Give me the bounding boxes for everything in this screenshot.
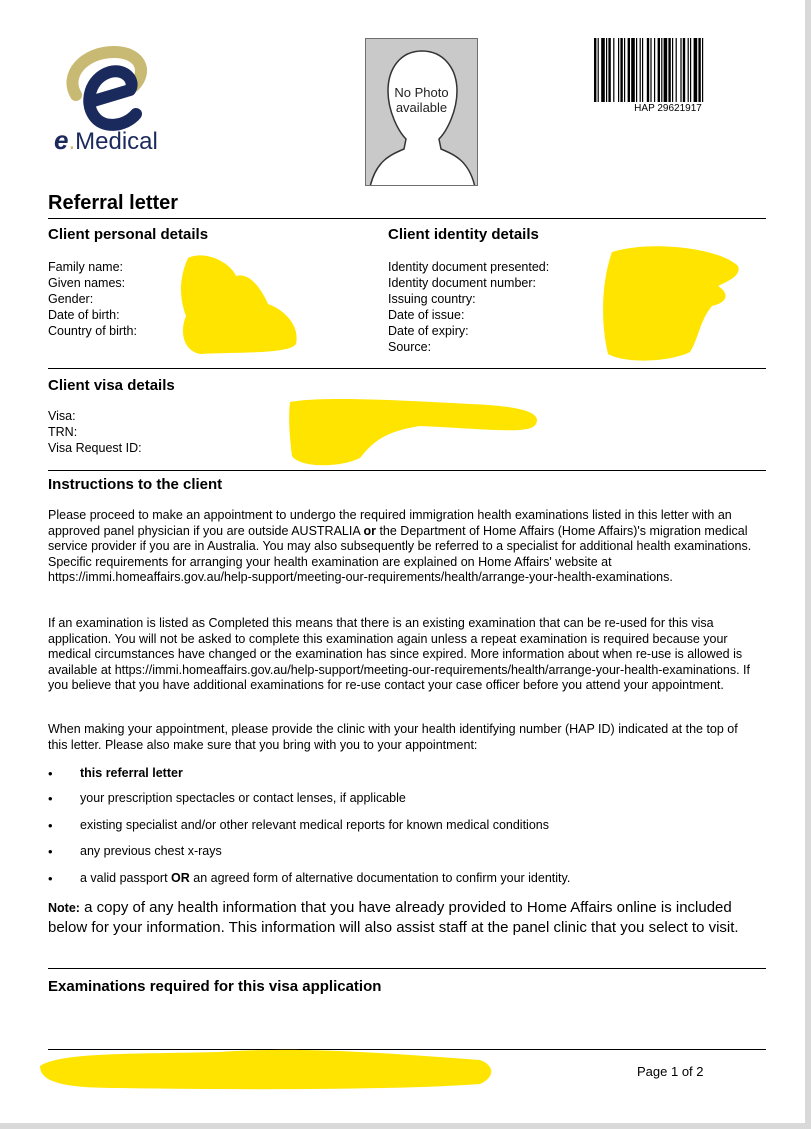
field-label: Date of issue: [388,308,465,322]
note-paragraph: Note: a copy of any health information that you have already provided to Home Affairs online is included below for your information. This information will also assist staff at the panel clinic that you select to visit. [48,899,739,936]
field-label: Date of expiry: [388,324,469,338]
exams-heading: Examinations required for this visa application [48,978,382,995]
field-label: Identity document number: [388,276,536,290]
note-label: Note: [48,901,80,915]
redaction-mark [40,1050,491,1089]
field-label: Issuing country: [388,292,476,306]
page-title: Referral letter [48,192,179,214]
field-label: Visa Request ID: [48,441,142,455]
hap-id-label: HAP 29621917 [634,103,702,114]
wordmark-e: e [54,125,69,155]
instructions-heading: Instructions to the client [48,476,223,493]
referral-letter-page: e.Medical No Photo available HAP 29621917 Referral letter Client personal details Family name: Given names: Gender: Date of birth: Country of birth: Client identity details Identity document presented: Identity document number: Issuing country: Date of issue: Date of expiry: Source: Client visa details Visa: TRN: Visa Request ID: Instructions to the client Please proceed to make an appointment to undergo the required immigration health examinations listed in this letter with an approved panel physician if you are outside AUSTRALIA or the Department of Home Affairs (Home Affairs)'s migration medical service provider if you are in Australia. You may also subsequently be referred to a specialist for additional health examinations. Specific requirements for arranging your health examination are explained on Home Affairs' website at https://immi.homeaffairs.gov.au/help-support/meeting-our-requirements/health/arrange-your-health-examinations. If an examination is listed as Completed this means that there is an existing examination that can be re-used for this visa application. You will not be asked to complete this examination again unless a repeat examination is required because your medical circumstances have changed or the examination has since expired. More information about when re-use is allowed is available at https://immi.homeaffairs.gov.au/help-support/meeting-our-requirements/health/arrange-your-health-examinations. If you believe that you have additional examinations for re-use contact your case officer before you attend your appointment. When making your appointment, please provide the clinic with your health identifying number (HAP ID) indicated at the top of this letter. Please also make sure that you bring with you to your appointment: • this referral letter • your prescription spectacles or contact lenses, if applicable • existing specialist and/or other relevant medical reports for known medical conditions • any previous chest x-rays • a valid passport OR an agreed form of alternative documentation to confirm your identity. Note: a copy of any health information that you have already provided to Home Affairs online is included below for your information. This information will also assist staff at the panel clinic that you select to visit. Examinations required for this visa application Page 1 of 2 [0,0,805,1123]
field-label: Family name: [48,260,124,274]
field-label: Date of birth: [48,308,120,322]
identity-details-heading: Client identity details [388,226,539,243]
visa-details-heading: Client visa details [48,377,175,394]
redaction-mark [603,246,739,360]
page-number: Page 1 of 2 [637,1064,704,1079]
field-label: Country of birth: [48,324,137,338]
field-label: Gender: [48,292,94,306]
field-label: TRN: [48,425,78,439]
field-label: Given names: [48,276,126,290]
field-label: Source: [388,340,432,354]
field-label: Visa: [48,409,76,423]
instructions-paragraph-1: Please proceed to make an appointment to undergo the required immigration health examinations listed in this letter with an approved panel physician if you are outside AUSTRALIA or the Department of Home Affairs (Home Affairs)'s migration medical service provider if you are in Australia. You may also subsequently be referred to a specialist for additional health examinations. Specific requirements for arranging your health examination are explained on Home Affairs' website at https://immi.homeaffairs.gov.au/help-support/meeting-our-requirements/health/arrange-your-health-examinations. [48,508,752,584]
page-edge [0,1123,811,1129]
personal-details-heading: Client personal details [48,226,209,243]
no-photo-label: No Photo available [394,85,449,115]
page-edge [805,0,811,1129]
field-label: Identity document presented: [388,260,550,274]
wordmark-dot: . [68,128,76,155]
instructions-paragraph-2: If an examination is listed as Completed this means that there is an existing examination that can be re-used for this visa application. You will not be asked to complete this examination again unless a repeat examination is required because your medical circumstances have changed or the examination has since expired. More information about when re-use is allowed is available at https://immi.homeaffairs.gov.au/help-support/meeting-our-requirements/health/arrange-your-health-examinations. If you believe that you have additional examinations for re-use contact your case officer before you attend your appointment. [48,616,750,692]
instructions-paragraph-3: When making your appointment, please provide the clinic with your health identifying number (HAP ID) indicated at the top of this letter. Please also make sure that you bring with you to your appointment: [48,722,738,752]
wordmark-medical: Medical [75,128,158,155]
redaction-mark [181,255,297,354]
redaction-mark [289,399,537,465]
